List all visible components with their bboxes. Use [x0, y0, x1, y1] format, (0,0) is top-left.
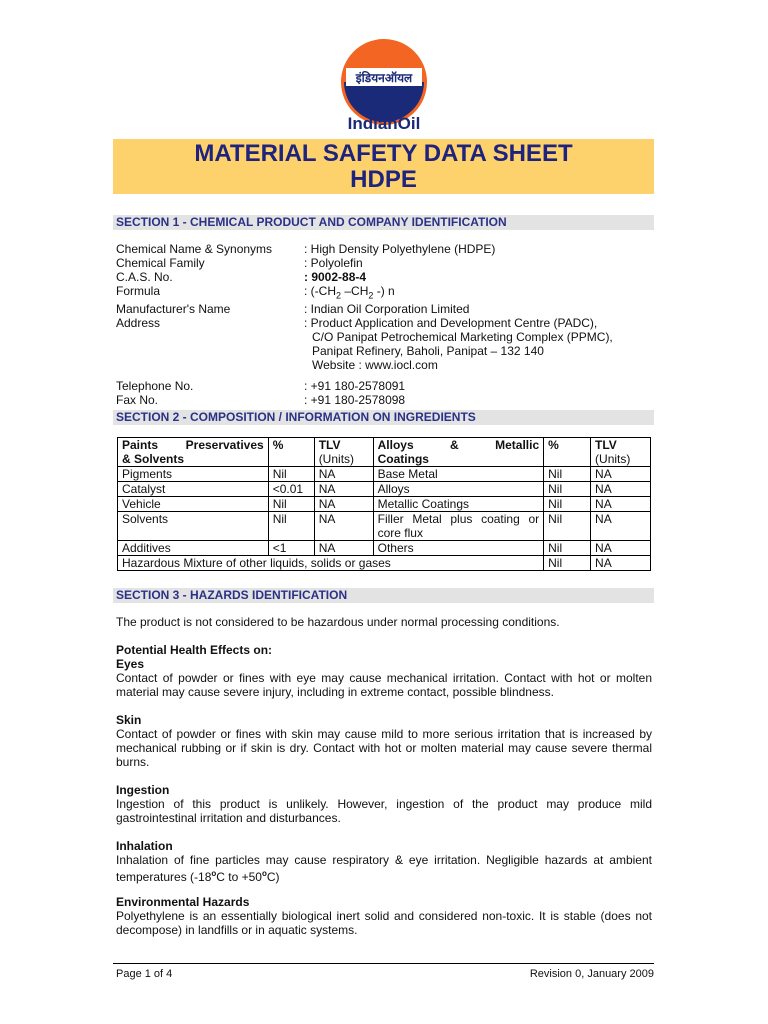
website-line: Website : www.iocl.com [312, 358, 438, 373]
skin-heading: Skin [116, 713, 142, 727]
inhalation-block [116, 839, 652, 884]
document-title: MATERIAL SAFETY DATA SHEET [194, 140, 573, 167]
health-effects-block [116, 643, 652, 699]
table-header-cell: Alloys & Metallic Coatings [373, 438, 544, 467]
inhalation-text: Inhalation of fine particles may cause respiratory & eye irritation. Negligible hazards at ambient temperatures (-18$^o$C to $+50^oC$) [116, 853, 652, 884]
revision-info: Revision 0, January 2009 [529, 968, 654, 980]
value-chemical-family: : Polyolefin [304, 256, 363, 270]
value-telephone: : +91 180-2578091 [304, 379, 406, 394]
section-2-heading: SECTION 2 - COMPOSITION / INFORMATION ON INGREDIENTS [113, 410, 654, 425]
section-1-heading: SECTION 1 - CHEMICAL PRODUCT AND COMPANY IDENTIFICATION [113, 215, 654, 230]
key-telephone: Telephone No. [116, 379, 194, 394]
environmental-block [116, 895, 652, 937]
ingestion-block [116, 783, 652, 825]
page-number: Page 1 of 4 [116, 968, 173, 980]
key-fax: Fax No. [116, 393, 159, 408]
table-header-cell: Paints Preservatives & Solvents [118, 438, 269, 467]
brand-name: IndianOil [347, 114, 421, 133]
key-formula: Formula [116, 284, 161, 298]
environmental-text: Polyethylene is an essentially biological inert solid and considered non-toxic. It is stable (does not decompose) in landfills or in aquatic systems. [116, 909, 652, 937]
key-cas-no: C.A.S. No. [116, 270, 173, 284]
table-row: Hazardous Mixture of other liquids, solids or gases Nil NA [118, 556, 651, 571]
value-formula: : ($-CH_2$ $-CH_2$ -) n [304, 284, 395, 301]
product-title: HDPE [350, 166, 417, 193]
eyes-heading: Eyes [116, 657, 145, 671]
eyes-text: Contact of powder or fines with eye may cause mechanical irritation. Contact with hot or molten material may cause severe injury, including in extreme contact, possible blindness. [116, 671, 652, 699]
value-fax: : +91 180-2578098 [304, 393, 406, 408]
table-header-cell: TLV (Units) [314, 438, 373, 467]
table-row: Solvents Nil NA Filler Metal plus coating or core flux Nil NA [118, 512, 651, 541]
value-address: : Product Application and Development Centre (PADC), [304, 316, 598, 331]
environmental-heading: Environmental Hazards [116, 895, 250, 909]
composition-table [117, 437, 651, 571]
table-row: Catalyst <0.01 NA Alloys Nil NA [118, 482, 651, 497]
table-header-cell: TLV (Units) [591, 438, 651, 467]
logo-wordmark: इंडियनऑयल [355, 71, 413, 85]
potential-health-heading: Potential Health Effects on: [116, 643, 273, 657]
table-header-cell: % [268, 438, 314, 467]
key-chemical-name: Chemical Name & Synonyms [116, 242, 273, 256]
table-header-row [118, 438, 651, 467]
ingestion-heading: Ingestion [116, 783, 170, 797]
footer-divider [113, 963, 654, 964]
key-manufacturer: Manufacturer's Name [116, 302, 231, 317]
value-chemical-name: : High Density Polyethylene (HDPE) [304, 242, 496, 256]
title-banner [113, 139, 654, 194]
hazard-intro: The product is not considered to be hazardous under normal processing conditions. [116, 615, 560, 629]
key-address: Address [116, 316, 161, 331]
table-header-cell: % [544, 438, 591, 467]
address-line: C/O Panipat Petrochemical Marketing Complex (PPMC), [312, 330, 613, 345]
value-cas-no: : 9002-88-4 [304, 270, 367, 284]
skin-text: Contact of powder or fines with skin may cause mild to more serious irritation that is increased by mechanical rubbing or if skin is dry. Contact with hot or molten material may cause severe thermal burns. [116, 727, 652, 769]
table-row: Additives <1 NA Others Nil NA [118, 541, 651, 556]
skin-block [116, 713, 652, 769]
indianoil-logo-icon [340, 38, 428, 126]
address-line: Panipat Refinery, Baholi, Panipat – 132 140 [312, 344, 544, 359]
key-chemical-family: Chemical Family [116, 256, 205, 270]
value-manufacturer: : Indian Oil Corporation Limited [304, 302, 470, 317]
inhalation-heading: Inhalation [116, 839, 173, 853]
section-3-heading: SECTION 3 - HAZARDS IDENTIFICATION [113, 588, 654, 603]
table-row: Vehicle Nil NA Metallic Coatings Nil NA [118, 497, 651, 512]
ingestion-text: Ingestion of this product is unlikely. However, ingestion of the product may produce mild gastrointestinal irritation and disturbances. [116, 797, 652, 825]
table-row: Pigments Nil NA Base Metal Nil NA [118, 467, 651, 482]
identification-block [116, 242, 652, 407]
